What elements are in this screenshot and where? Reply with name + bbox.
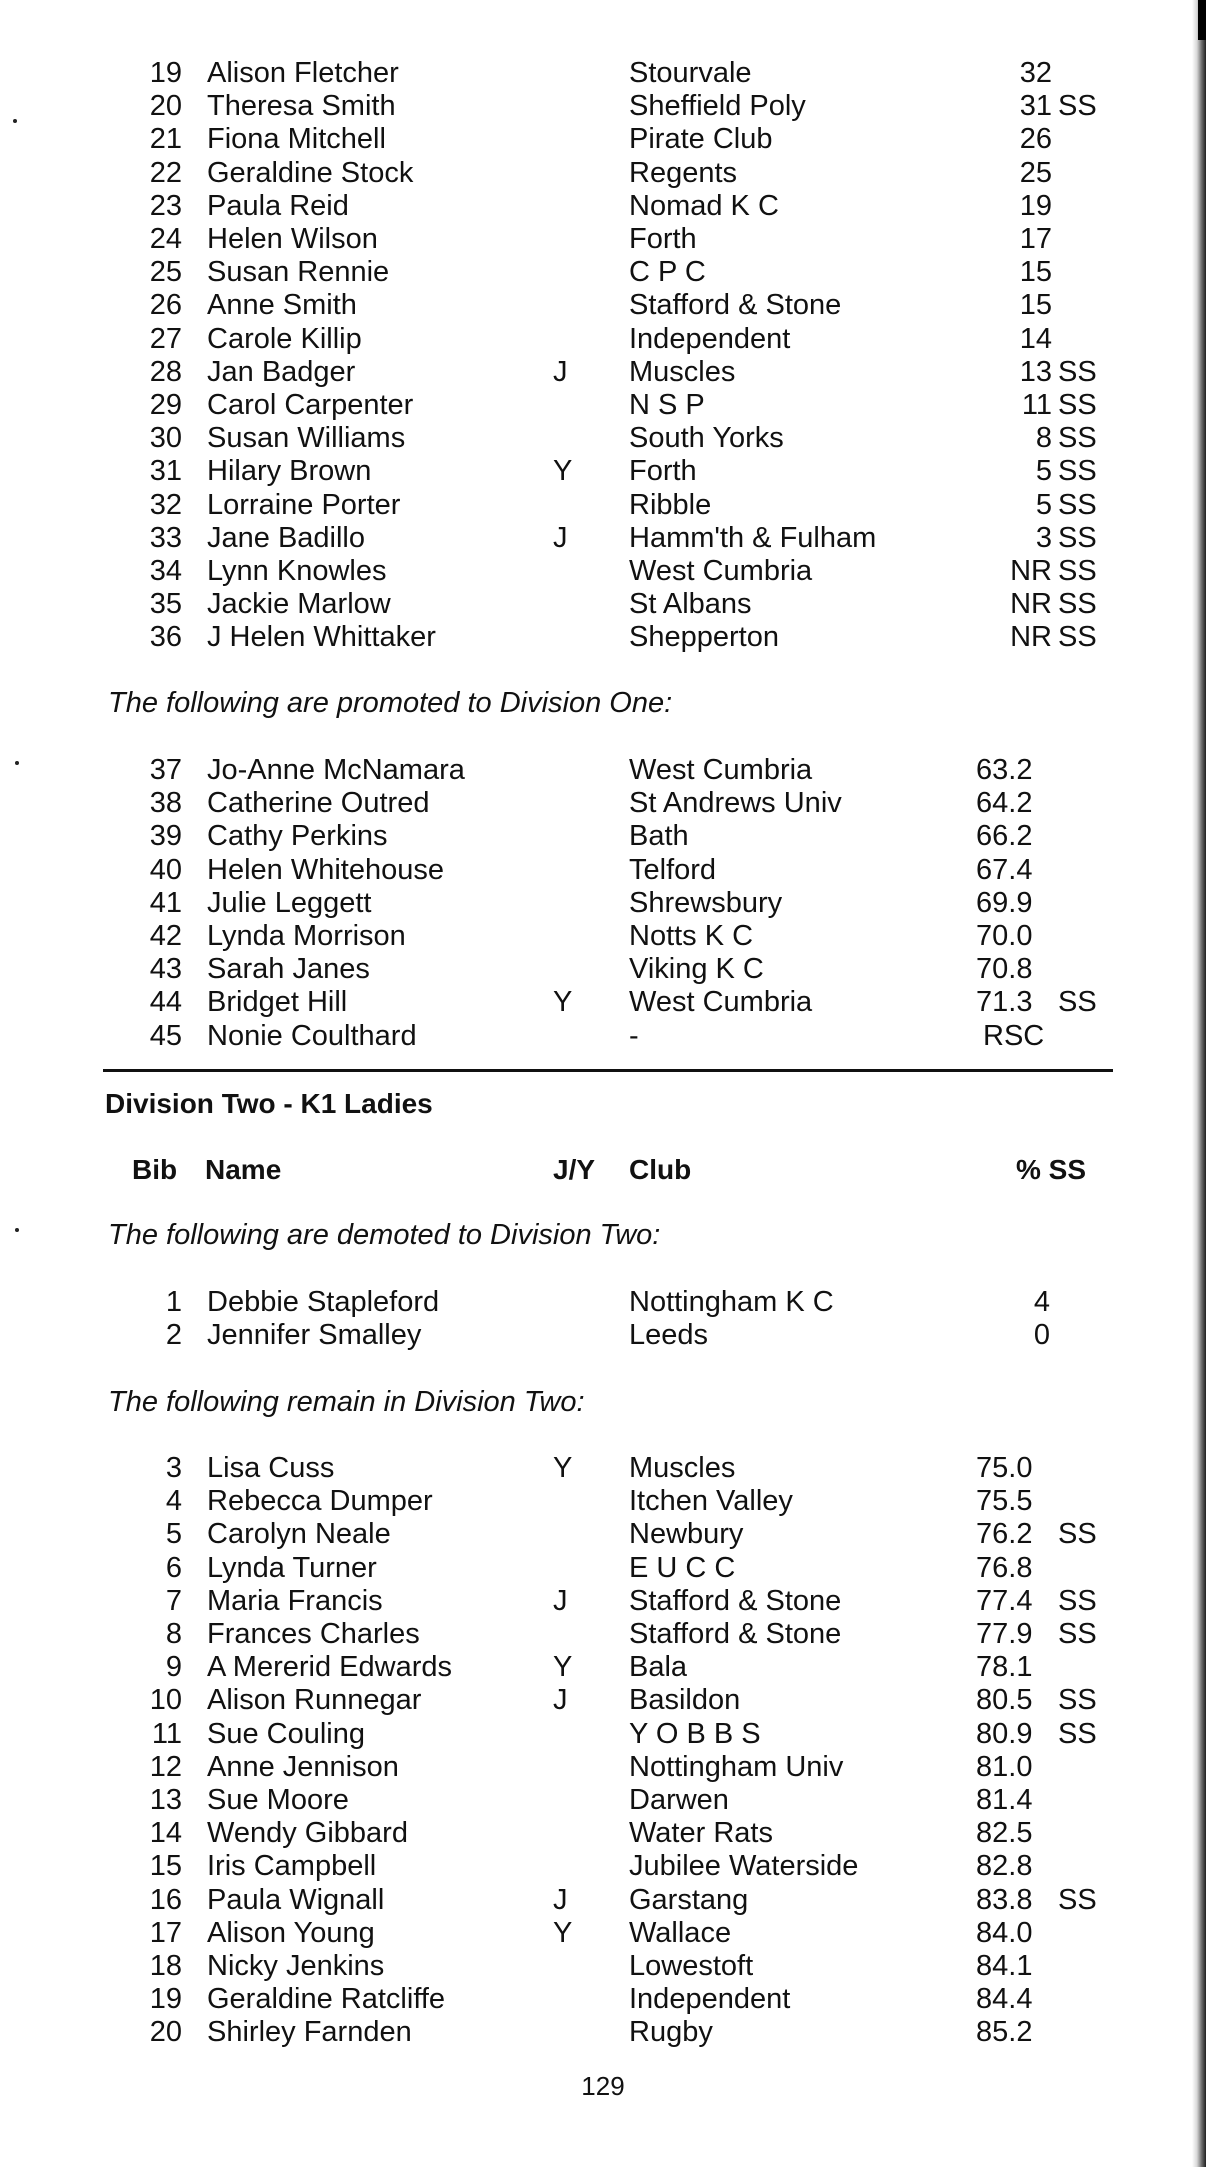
- name-cell: Theresa Smith: [207, 90, 396, 123]
- value-cell: 64.2: [976, 787, 1033, 820]
- bib-cell: 41: [149, 886, 182, 919]
- bib-cell: 44: [149, 986, 182, 1019]
- club-cell: Forth: [629, 223, 697, 255]
- bib-cell: 31: [149, 455, 182, 488]
- bib-cell: 42: [149, 920, 182, 952]
- bib-cell: 7: [165, 1584, 182, 1617]
- club-cell: E U C C: [629, 1551, 736, 1584]
- value-cell: NR: [1010, 621, 1052, 654]
- value-cell: 82.8: [976, 1850, 1033, 1883]
- table-row: [0, 986, 1206, 1019]
- club-cell: Shrewsbury: [629, 886, 783, 919]
- club-cell: St Albans: [629, 588, 752, 621]
- club-cell: N S P: [629, 389, 705, 421]
- value-cell: 75.5: [976, 1485, 1033, 1518]
- club-cell: Regents: [629, 156, 738, 189]
- table-row: [0, 920, 1206, 953]
- club-cell: Nomad K C: [629, 189, 779, 222]
- table-row: [0, 57, 1206, 90]
- table-row: [0, 1651, 1206, 1684]
- club-cell: Nottingham K C: [629, 1286, 834, 1318]
- club-cell: Stafford & Stone: [629, 289, 842, 322]
- bib-cell: 38: [149, 787, 182, 820]
- ss-flag-cell: SS: [1058, 1518, 1097, 1551]
- bib-cell: 24: [149, 223, 182, 255]
- bib-cell: 21: [149, 123, 182, 156]
- name-cell: Wendy Gibbard: [207, 1817, 408, 1850]
- bib-cell: 33: [149, 521, 182, 554]
- name-cell: Iris Campbell: [207, 1850, 377, 1883]
- table-row: [0, 1319, 1206, 1352]
- club-cell: West Cumbria: [629, 986, 813, 1019]
- bib-cell: 25: [149, 256, 182, 289]
- table-row: [0, 2016, 1206, 2049]
- value-cell: 69.9: [976, 886, 1033, 919]
- table-row: [0, 356, 1206, 389]
- jy-cell: Y: [553, 1651, 573, 1684]
- table-row: [0, 820, 1206, 853]
- table-row: [0, 1518, 1206, 1551]
- name-cell: Debbie Stapleford: [207, 1286, 440, 1318]
- table-row: [0, 854, 1206, 887]
- ss-flag-cell: SS: [1058, 1883, 1097, 1916]
- club-cell: Wallace: [629, 1916, 732, 1949]
- table-row: [0, 489, 1206, 522]
- value-cell: NR: [1010, 588, 1052, 621]
- club-cell: Itchen Valley: [629, 1485, 793, 1518]
- name-cell: Carole Killip: [207, 322, 362, 355]
- table-row: [0, 555, 1206, 588]
- table-row: [0, 422, 1206, 455]
- club-cell: Shepperton: [629, 621, 779, 654]
- bib-cell: 28: [149, 355, 182, 388]
- table-row: [0, 157, 1206, 190]
- name-cell: Sarah Janes: [207, 953, 370, 986]
- bib-cell: 4: [165, 1485, 182, 1518]
- value-cell: 85.2: [976, 2016, 1033, 2049]
- club-cell: Independent: [629, 1983, 791, 2016]
- ss-flag-cell: SS: [1058, 588, 1097, 621]
- bib-cell: 6: [165, 1551, 182, 1584]
- name-cell: Fiona Mitchell: [207, 123, 386, 156]
- table-row: [0, 588, 1206, 621]
- ss-flag-cell: SS: [1058, 90, 1097, 123]
- name-cell: Cathy Perkins: [207, 820, 388, 853]
- scan-speck: [13, 119, 17, 123]
- bib-cell: 2: [165, 1319, 182, 1352]
- value-cell: 70.8: [976, 953, 1033, 986]
- bib-cell: 20: [149, 90, 182, 123]
- table-row: [0, 953, 1206, 986]
- name-cell: Anne Smith: [207, 289, 357, 322]
- name-cell: Hilary Brown: [207, 455, 372, 488]
- table-row: [0, 1950, 1206, 1983]
- bib-cell: 45: [149, 1019, 182, 1052]
- ss-flag-cell: SS: [1058, 355, 1097, 388]
- club-cell: Stourvale: [629, 57, 752, 89]
- table-row: [0, 1817, 1206, 1850]
- jy-cell: Y: [553, 1452, 573, 1484]
- table-row: [0, 223, 1206, 256]
- value-cell: 8: [1035, 422, 1052, 455]
- bib-cell: 34: [149, 555, 182, 587]
- name-cell: Susan Williams: [207, 422, 406, 455]
- name-cell: Sue Moore: [207, 1784, 349, 1816]
- bib-cell: 11: [151, 1717, 182, 1750]
- remain-heading: The following remain in Division Two:: [108, 1386, 585, 1418]
- value-cell: 25: [1019, 156, 1052, 189]
- scan-speck: [15, 761, 19, 765]
- value-cell: 76.8: [976, 1551, 1033, 1584]
- table-row: [0, 1286, 1206, 1319]
- club-cell: West Cumbria: [629, 754, 813, 786]
- jy-cell: J: [553, 355, 568, 388]
- value-cell: 32: [1019, 57, 1052, 89]
- jy-cell: Y: [553, 1916, 573, 1949]
- value-cell: 67.4: [976, 853, 1033, 886]
- table-row: [0, 887, 1206, 920]
- club-cell: St Andrews Univ: [629, 787, 842, 820]
- name-cell: Geraldine Ratcliffe: [207, 1983, 446, 2016]
- name-cell: Paula Reid: [207, 189, 349, 222]
- value-cell: 70.0: [976, 920, 1033, 952]
- table-row: [0, 1684, 1206, 1717]
- column-header-bib: Bib: [132, 1154, 178, 1185]
- name-cell: Catherine Outred: [207, 787, 430, 820]
- ss-flag-cell: SS: [1058, 455, 1097, 488]
- club-cell: Hamm'th & Fulham: [629, 521, 877, 554]
- value-cell: 78.1: [976, 1651, 1033, 1684]
- name-cell: Nicky Jenkins: [207, 1950, 385, 1982]
- value-cell: 82.5: [976, 1817, 1033, 1850]
- value-cell: 77.9: [976, 1618, 1033, 1650]
- value-cell: 80.9: [976, 1717, 1033, 1750]
- value-cell: 81.0: [976, 1750, 1033, 1783]
- club-cell: Stafford & Stone: [629, 1584, 842, 1617]
- name-cell: Shirley Farnden: [207, 2016, 412, 2049]
- value-cell: 13: [1019, 355, 1052, 388]
- club-cell: Muscles: [629, 355, 736, 388]
- club-cell: Water Rats: [629, 1817, 773, 1850]
- club-cell: Pirate Club: [629, 123, 773, 156]
- value-cell: 4: [1033, 1286, 1050, 1318]
- value-cell: RSC: [983, 1019, 1045, 1052]
- club-cell: C P C: [629, 256, 706, 289]
- value-cell: 5: [1035, 455, 1052, 488]
- value-cell: 0: [1033, 1319, 1050, 1352]
- value-cell: 84.4: [976, 1983, 1033, 2016]
- name-cell: A Mererid Edwards: [207, 1651, 452, 1684]
- ss-flag-cell: SS: [1058, 555, 1097, 587]
- table-row: [0, 1784, 1206, 1817]
- bib-cell: 37: [149, 754, 182, 786]
- bib-cell: 10: [149, 1684, 182, 1717]
- jy-cell: J: [553, 521, 568, 554]
- value-cell: 63.2: [976, 754, 1033, 786]
- value-cell: 11: [1021, 389, 1052, 421]
- bib-cell: 5: [165, 1518, 182, 1551]
- value-cell: 26: [1019, 123, 1052, 156]
- table-row: [0, 754, 1206, 787]
- club-cell: South Yorks: [629, 422, 784, 455]
- name-cell: Jane Badillo: [207, 521, 365, 554]
- scan-speck: [15, 1228, 19, 1232]
- name-cell: Lisa Cuss: [207, 1452, 335, 1484]
- name-cell: Anne Jennison: [207, 1750, 399, 1783]
- value-cell: 77.4: [976, 1584, 1033, 1617]
- bib-cell: 40: [149, 853, 182, 886]
- name-cell: Alison Young: [207, 1916, 375, 1949]
- ss-flag-cell: SS: [1058, 1684, 1097, 1717]
- club-cell: Forth: [629, 455, 697, 488]
- club-cell: Sheffield Poly: [629, 90, 806, 123]
- value-cell: 19: [1019, 189, 1052, 222]
- value-cell: 15: [1019, 256, 1052, 289]
- name-cell: Lynda Turner: [207, 1551, 377, 1584]
- value-cell: 83.8: [976, 1883, 1033, 1916]
- ss-flag-cell: SS: [1058, 986, 1097, 1019]
- club-cell: Y O B B S: [629, 1717, 761, 1750]
- column-header-club: Club: [629, 1154, 692, 1185]
- name-cell: Sue Couling: [207, 1717, 365, 1750]
- table-row: [0, 389, 1206, 422]
- name-cell: Julie Leggett: [207, 886, 372, 919]
- ss-flag-cell: SS: [1058, 1717, 1097, 1750]
- club-cell: Ribble: [629, 488, 712, 521]
- table-row: [0, 256, 1206, 289]
- name-cell: Jan Badger: [207, 355, 356, 388]
- table-row: [0, 123, 1206, 156]
- name-cell: Helen Whitehouse: [207, 853, 444, 886]
- bib-cell: 15: [149, 1850, 182, 1883]
- club-cell: Rugby: [629, 2016, 713, 2049]
- table-row: [0, 323, 1206, 356]
- value-cell: 3: [1035, 521, 1052, 554]
- club-cell: Stafford & Stone: [629, 1618, 842, 1650]
- bib-cell: 26: [149, 289, 182, 322]
- bib-cell: 32: [149, 488, 182, 521]
- name-cell: Carolyn Neale: [207, 1518, 391, 1551]
- name-cell: Lynn Knowles: [207, 555, 387, 587]
- promoted-heading: The following are promoted to Division One:: [108, 687, 673, 719]
- value-cell: 15: [1019, 289, 1052, 322]
- column-header-jy: J/Y: [553, 1154, 596, 1185]
- jy-cell: J: [553, 1684, 568, 1717]
- bib-cell: 43: [149, 953, 182, 986]
- name-cell: Jackie Marlow: [207, 588, 391, 621]
- value-cell: 75.0: [976, 1452, 1033, 1484]
- bib-cell: 12: [149, 1750, 182, 1783]
- club-cell: Nottingham Univ: [629, 1750, 844, 1783]
- bib-cell: 9: [165, 1651, 182, 1684]
- club-cell: Newbury: [629, 1518, 744, 1551]
- club-cell: -: [629, 1019, 639, 1052]
- table-row: [0, 1020, 1206, 1053]
- demoted-heading: The following are demoted to Division Two:: [108, 1219, 661, 1251]
- club-cell: Jubilee Waterside: [629, 1850, 859, 1883]
- name-cell: Maria Francis: [207, 1584, 383, 1617]
- section-divider: [103, 1069, 1113, 1072]
- table-row: [0, 1850, 1206, 1883]
- club-cell: Independent: [629, 322, 791, 355]
- name-cell: Carol Carpenter: [207, 389, 414, 421]
- value-cell: 14: [1019, 322, 1052, 355]
- bib-cell: 22: [149, 156, 182, 189]
- table-row: [0, 90, 1206, 123]
- bib-cell: 35: [149, 588, 182, 621]
- club-cell: Bala: [629, 1651, 688, 1684]
- jy-cell: Y: [553, 455, 573, 488]
- table-row: [0, 190, 1206, 223]
- ss-flag-cell: SS: [1058, 488, 1097, 521]
- value-cell: 31: [1019, 90, 1052, 123]
- value-cell: 5: [1035, 488, 1052, 521]
- jy-cell: J: [553, 1584, 568, 1617]
- table-row: [0, 1552, 1206, 1585]
- bib-cell: 8: [165, 1618, 182, 1650]
- ss-flag-cell: SS: [1058, 621, 1097, 654]
- club-cell: Bath: [629, 820, 689, 853]
- bib-cell: 23: [149, 189, 182, 222]
- table-row: [0, 1585, 1206, 1618]
- name-cell: Lynda Morrison: [207, 920, 406, 952]
- name-cell: Helen Wilson: [207, 223, 378, 255]
- table-row: [0, 522, 1206, 555]
- club-cell: West Cumbria: [629, 555, 813, 587]
- value-cell: 66.2: [976, 820, 1033, 853]
- table-row: [0, 1618, 1206, 1651]
- ss-flag-cell: SS: [1058, 422, 1097, 455]
- page-number: 129: [581, 2071, 625, 2101]
- club-cell: Leeds: [629, 1319, 709, 1352]
- bib-cell: 13: [149, 1784, 182, 1816]
- bib-cell: 14: [149, 1817, 182, 1850]
- name-cell: Jennifer Smalley: [207, 1319, 422, 1352]
- ss-flag-cell: SS: [1058, 1584, 1097, 1617]
- table-row: [0, 1983, 1206, 2016]
- value-cell: NR: [1010, 555, 1052, 587]
- value-cell: 81.4: [976, 1784, 1033, 1816]
- page-edge-shadow: [1192, 0, 1206, 2167]
- club-cell: Garstang: [629, 1883, 749, 1916]
- name-cell: Bridget Hill: [207, 986, 348, 1019]
- ss-flag-cell: SS: [1058, 1618, 1097, 1650]
- division-title: Division Two - K1 Ladies: [105, 1088, 433, 1119]
- club-cell: Telford: [629, 853, 717, 886]
- ss-flag-cell: SS: [1058, 389, 1097, 421]
- name-cell: Frances Charles: [207, 1618, 420, 1650]
- name-cell: Geraldine Stock: [207, 156, 414, 189]
- bib-cell: 18: [149, 1950, 182, 1982]
- ss-flag-cell: SS: [1058, 521, 1097, 554]
- name-cell: Jo-Anne McNamara: [207, 754, 465, 786]
- name-cell: Alison Runnegar: [207, 1684, 422, 1717]
- name-cell: Susan Rennie: [207, 256, 390, 289]
- name-cell: J Helen Whittaker: [207, 621, 436, 654]
- club-cell: Darwen: [629, 1784, 729, 1816]
- value-cell: 84.1: [976, 1950, 1033, 1982]
- bib-cell: 39: [149, 820, 182, 853]
- column-header-name: Name: [205, 1154, 282, 1185]
- bib-cell: 19: [149, 57, 182, 89]
- page-edge-mark: [1198, 0, 1206, 40]
- value-cell: 17: [1019, 223, 1052, 255]
- table-row: [0, 1917, 1206, 1950]
- club-cell: Notts K C: [629, 920, 754, 952]
- jy-cell: Y: [553, 986, 573, 1019]
- name-cell: Lorraine Porter: [207, 488, 401, 521]
- name-cell: Alison Fletcher: [207, 57, 399, 89]
- value-cell: 84.0: [976, 1916, 1033, 1949]
- table-row: [0, 289, 1206, 322]
- table-row: [0, 1884, 1206, 1917]
- club-cell: Viking K C: [629, 953, 764, 986]
- value-cell: 71.3: [976, 986, 1033, 1019]
- club-cell: Muscles: [629, 1452, 736, 1484]
- column-header-pct: % SS: [1016, 1154, 1087, 1185]
- club-cell: Lowestoft: [629, 1950, 754, 1982]
- table-row: [0, 1452, 1206, 1485]
- jy-cell: J: [553, 1883, 568, 1916]
- bib-cell: 27: [149, 322, 182, 355]
- table-row: [0, 1751, 1206, 1784]
- name-cell: Rebecca Dumper: [207, 1485, 433, 1518]
- table-row: [0, 621, 1206, 654]
- table-row: [0, 787, 1206, 820]
- bib-cell: 36: [149, 621, 182, 654]
- club-cell: Basildon: [629, 1684, 741, 1717]
- value-cell: 80.5: [976, 1684, 1033, 1717]
- value-cell: 76.2: [976, 1518, 1033, 1551]
- table-row: [0, 1718, 1206, 1751]
- bib-cell: 20: [149, 2016, 182, 2049]
- table-row: [0, 1485, 1206, 1518]
- bib-cell: 16: [149, 1883, 182, 1916]
- name-cell: Nonie Coulthard: [207, 1019, 417, 1052]
- bib-cell: 17: [149, 1916, 182, 1949]
- table-row: [0, 455, 1206, 488]
- bib-cell: 29: [149, 389, 182, 421]
- bib-cell: 30: [149, 422, 182, 455]
- bib-cell: 3: [165, 1452, 182, 1484]
- bib-cell: 19: [149, 1983, 182, 2016]
- bib-cell: 1: [165, 1286, 182, 1318]
- name-cell: Paula Wignall: [207, 1883, 385, 1916]
